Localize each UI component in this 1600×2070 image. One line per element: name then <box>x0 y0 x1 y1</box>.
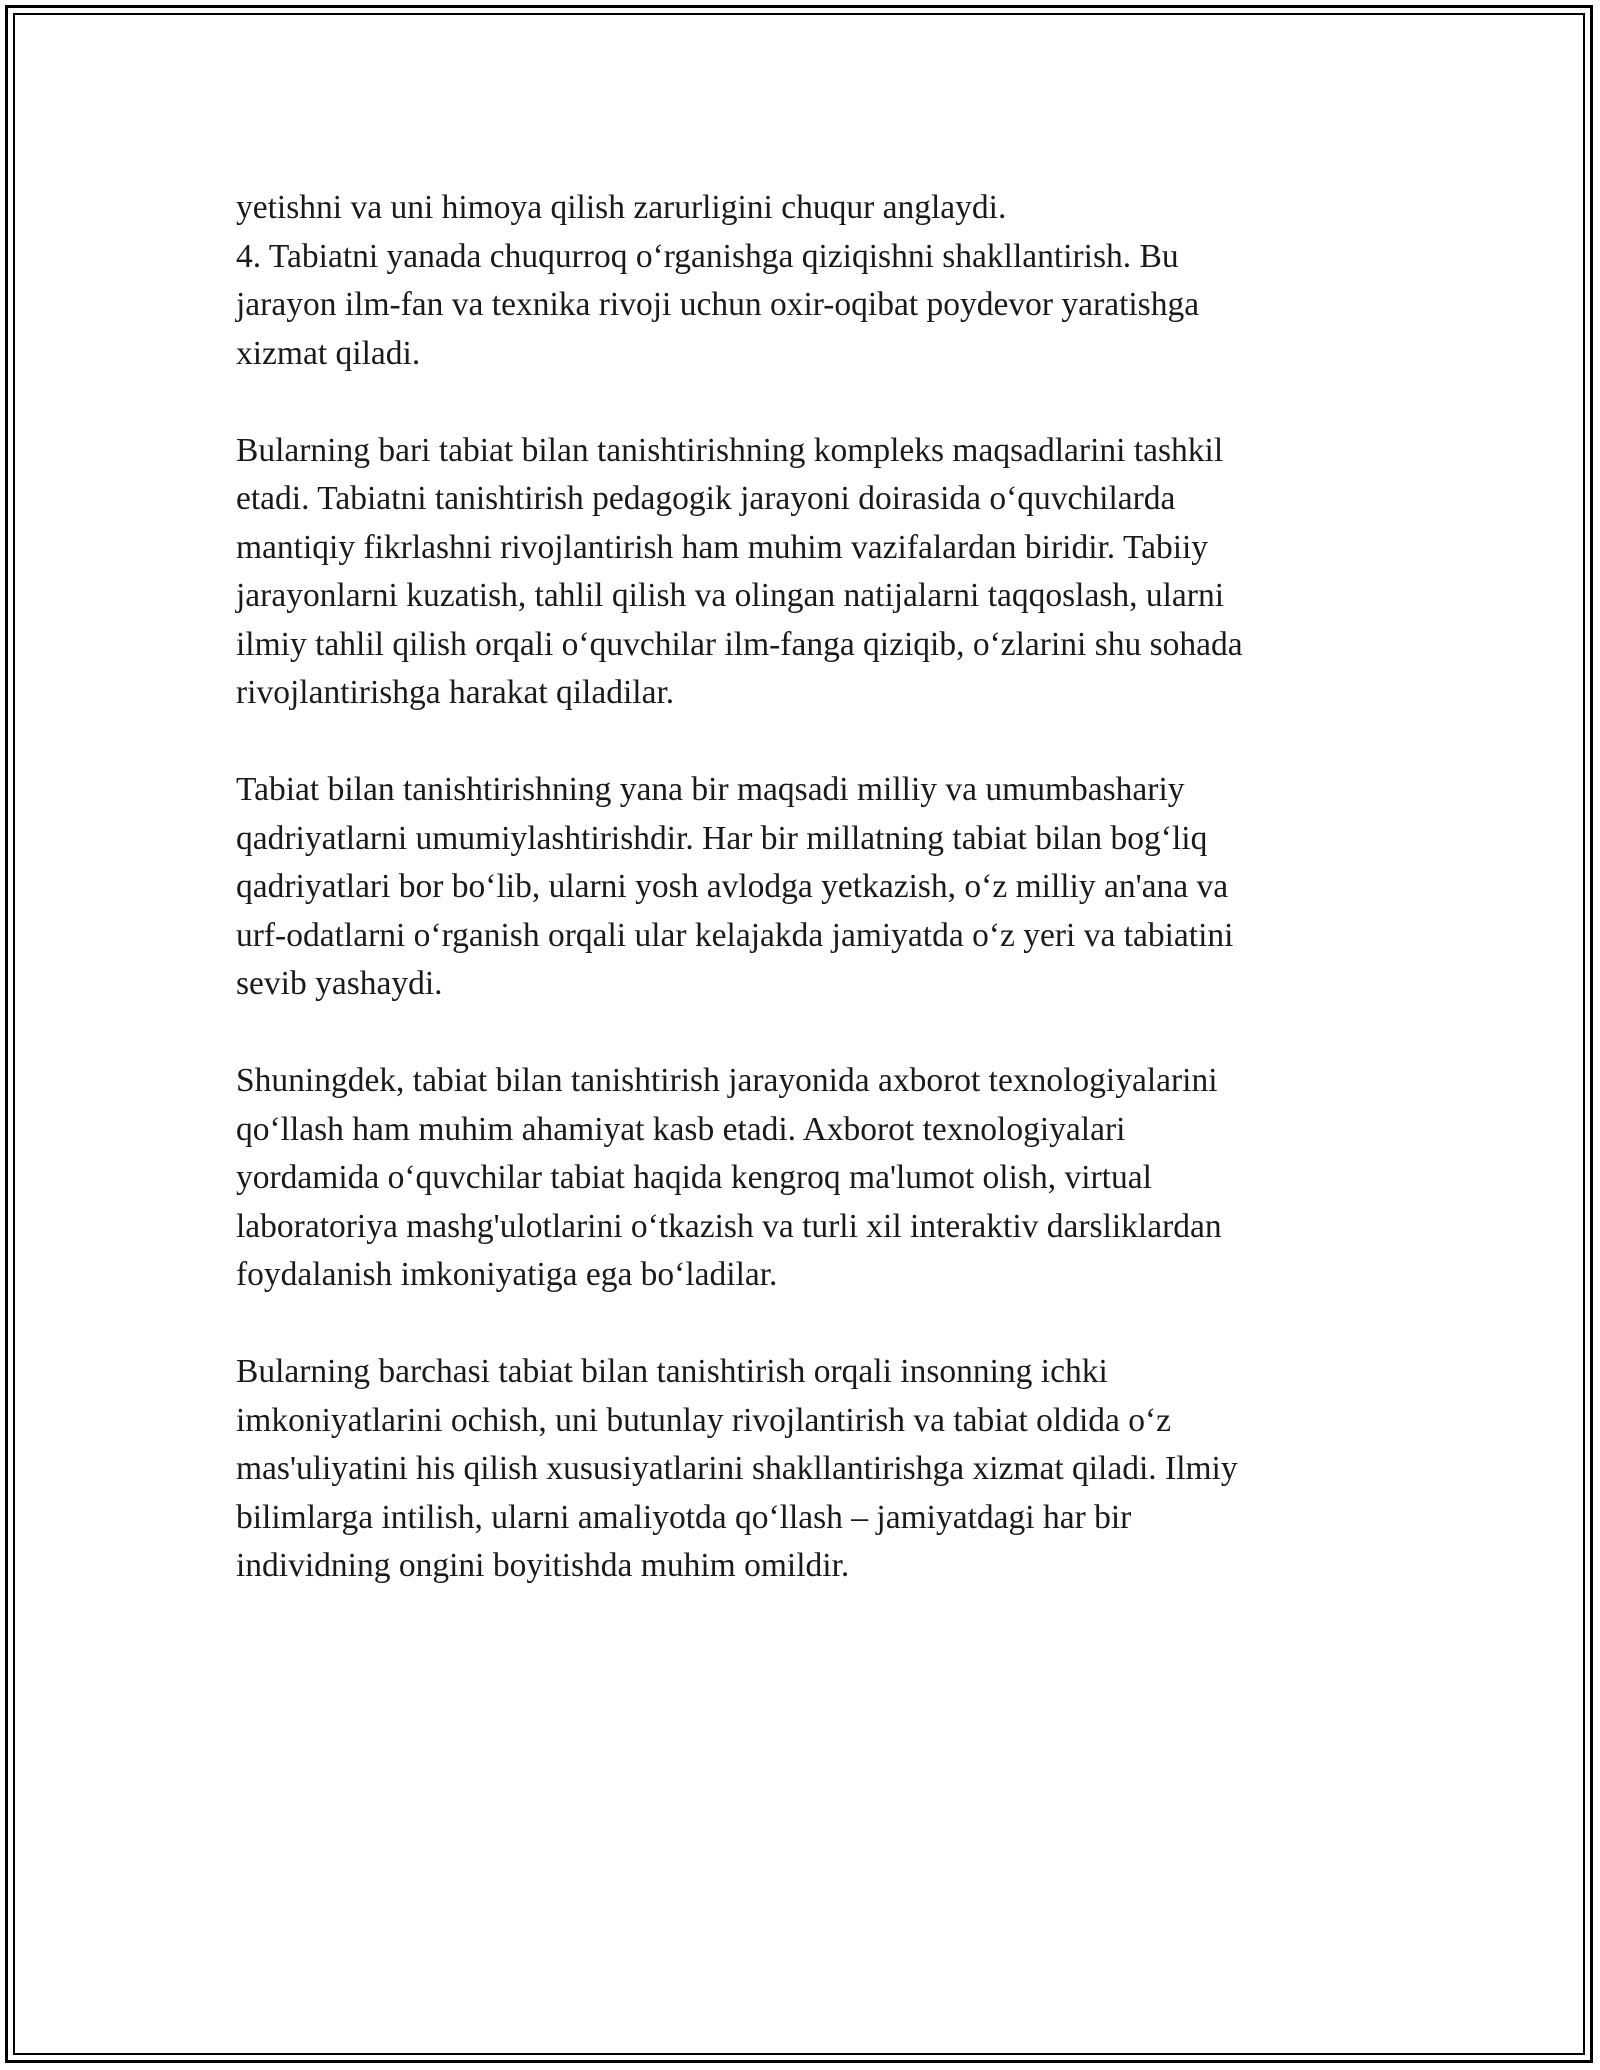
paragraph-1: Bularning bari tabiat bilan tanishtirishning kompleks maqsadlarini tashkil etadi. Tabiatni tanishtirish pedagogik jarayoni doirasida o‘quvchilarda mantiqiy fikrlashni rivojlantirish ham muhim vazifalardan biridir. Tabiiy jarayonlarni kuzatish, tahlil qilish va olingan natijalarni taqqoslash, ularni ilmiy tahlil qilish orqali o‘quvchilar ilm-fanga qiziqib, o‘zlarini shu sohada rivojlantirishga harakat qiladilar. <box>236 431 1243 711</box>
paragraph-4: Bularning barchasi tabiat bilan tanishtirish orqali insonning ichki imkoniyatlarini ochish, uni butunlay rivojlantirish va tabiat oldida o‘z mas'uliyatini his qilish xususiyatlarini shakllantirishga xizmat qiladi. Ilmiy bilimlarga intilish, ularni amaliyotda qo‘llash – jamiyatdagi har bir individning ongini boyitishda muhim omildir. <box>236 1353 1238 1584</box>
continuation-line: yetishni va uni himoya qilish zarurligini chuqur anglaydi. <box>236 189 1007 226</box>
paragraph-3: Shuningdek, tabiat bilan tanishtirish jarayonida axborot texnologiyalarini qo‘llash ham muhim ahamiyat kasb etadi. Axborot texnologiyalari yordamida o‘quvchilar tabiat haqida kengroq ma'lumot olish, virtual laboratoriya mashg'ulotlarini o‘tkazish va turli xil interaktiv darsliklardan foydalanish imkoniyatiga ega bo‘ladilar. <box>236 1062 1222 1293</box>
numbered-item-4: 4. Tabiatni yanada chuqurroq o‘rganishga qiziqishni shakllantirish. Bu jarayon ilm-fan va texnika rivoji uchun oxir-oqibat poydevor yaratishga xizmat qiladi. <box>236 237 1200 372</box>
paragraph-2: Tabiat bilan tanishtirishning yana bir maqsadi milliy va umumbashariy qadriyatlarni umumiylashtirishdir. Har bir millatning tabiat bilan bog‘liq qadriyatlari bor bo‘lib, ularni yosh avlodga yetkazish, o‘z milliy an'ana va urf-odatlarni o‘rganish orqali ular kelajakda jamiyatda o‘z yeri va tabiatini sevib yashaydi. <box>236 771 1234 1002</box>
document-body <box>236 184 1366 1591</box>
